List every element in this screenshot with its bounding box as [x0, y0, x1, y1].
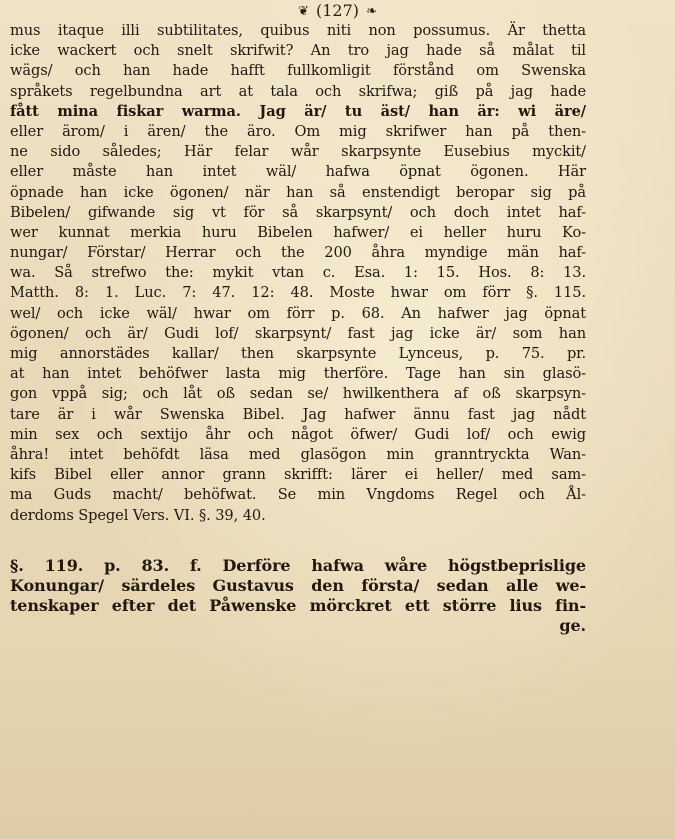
- text-line: fått mina fiskar warma. Jag är/ tu äst/ han är: wi äre/: [10, 102, 586, 120]
- page-shading: [0, 639, 675, 839]
- text-line: mus itaque illi subtilitates, quibus niti non possumus. Är thetta: [10, 22, 586, 39]
- text-line: §. 119. p. 83. f. Derföre hafwa wåre högstbeprislige: [10, 555, 586, 575]
- text-line: derdoms Spegel Vers. VI. §. 39, 40.: [10, 506, 266, 524]
- text-line: wel/ och icke wäl/ hwar om förr p. 68. An hafwer jag öpnat: [10, 304, 586, 322]
- text-line: wa. Så strefwo the: mykit vtan c. Esa. 1: 15. Hos. 8: 13.: [10, 264, 586, 282]
- text-line: åhra! intet behöfdt läsa med glasögon min granntryckta Wan-: [10, 445, 586, 463]
- page-number: (127): [315, 1, 360, 20]
- text-line: Bibelen/ gifwande sig vt för så skarpsynt/ och doch intet haf-: [10, 203, 586, 221]
- text-line: Matth. 8: 1. Luc. 7: 47. 12: 48. Moste hwar om förr §. 115.: [10, 284, 586, 302]
- paragraph-2: [10, 556, 586, 637]
- text-line: språkets regelbundna art at tala och skrifwa; giß på jag hade: [10, 82, 586, 100]
- text-line: mig annorstädes kallar/ then skarpsynte Lynceus, p. 75. pr.: [10, 345, 586, 362]
- text-line: eller måste han intet wäl/ hafwa öpnat ögonen. Här: [10, 163, 586, 181]
- text-line: eller ärom/ i ären/ the äro. Om mig skrifwer han på then-: [10, 122, 586, 140]
- text-line: öpnade han icke ögonen/ när han så enstendigt beropar sig på: [10, 183, 586, 201]
- text-line: wer kunnat merkia huru Bibelen hafwer/ ei heller huru Ko-: [10, 223, 586, 241]
- text-line: gon vppå sig; och låt oß sedan se/ hwilkenthera af oß skarpsyn-: [10, 385, 586, 403]
- running-head: [0, 0, 675, 22]
- paragraph-1: [10, 21, 586, 526]
- text-line: ma Guds macht/ behöfwat. Se min Vngdoms Regel och Ål-: [10, 486, 586, 504]
- fleuron-right-icon: ❧: [366, 4, 378, 19]
- text-line: at han intet behöfwer lasta mig therföre. Tage han sin glasö-: [10, 365, 586, 383]
- fleuron-left-icon: ❦: [297, 4, 309, 19]
- body-text: [10, 21, 586, 636]
- text-line: ne sido således; Här felar wår skarpsynte Eusebius myckit/: [10, 143, 586, 161]
- text-line: tare är i wår Swenska Bibel. Jag hafwer ännu fast jag nådt: [10, 405, 586, 423]
- text-line: kifs Bibel eller annor grann skrifft: lärer ei heller/ med sam-: [10, 466, 586, 484]
- paragraph-gap: [10, 526, 586, 556]
- text-line: tenskaper efter det Påwenske mörckret ett större lius fin-: [10, 596, 586, 616]
- text-line: min sex och sextijo åhr och något öfwer/ Gudi lof/ och ewig: [10, 425, 586, 443]
- text-line: wägs/ och han hade hafft fullkomligit förstånd om Swenska: [10, 62, 586, 80]
- text-line: Konungar/ särdeles Gustavus den första/ sedan alle we-: [10, 575, 586, 595]
- text-line: ögonen/ och är/ Gudi lof/ skarpsynt/ fast jag icke är/ som han: [10, 324, 586, 342]
- text-line: icke wackert och snelt skrifwit? An tro jag hade så målat til: [10, 42, 586, 60]
- text-line: ge.: [559, 616, 586, 636]
- text-line: nungar/ Förstar/ Herrar och the 200 åhra myndige män haf-: [10, 244, 586, 262]
